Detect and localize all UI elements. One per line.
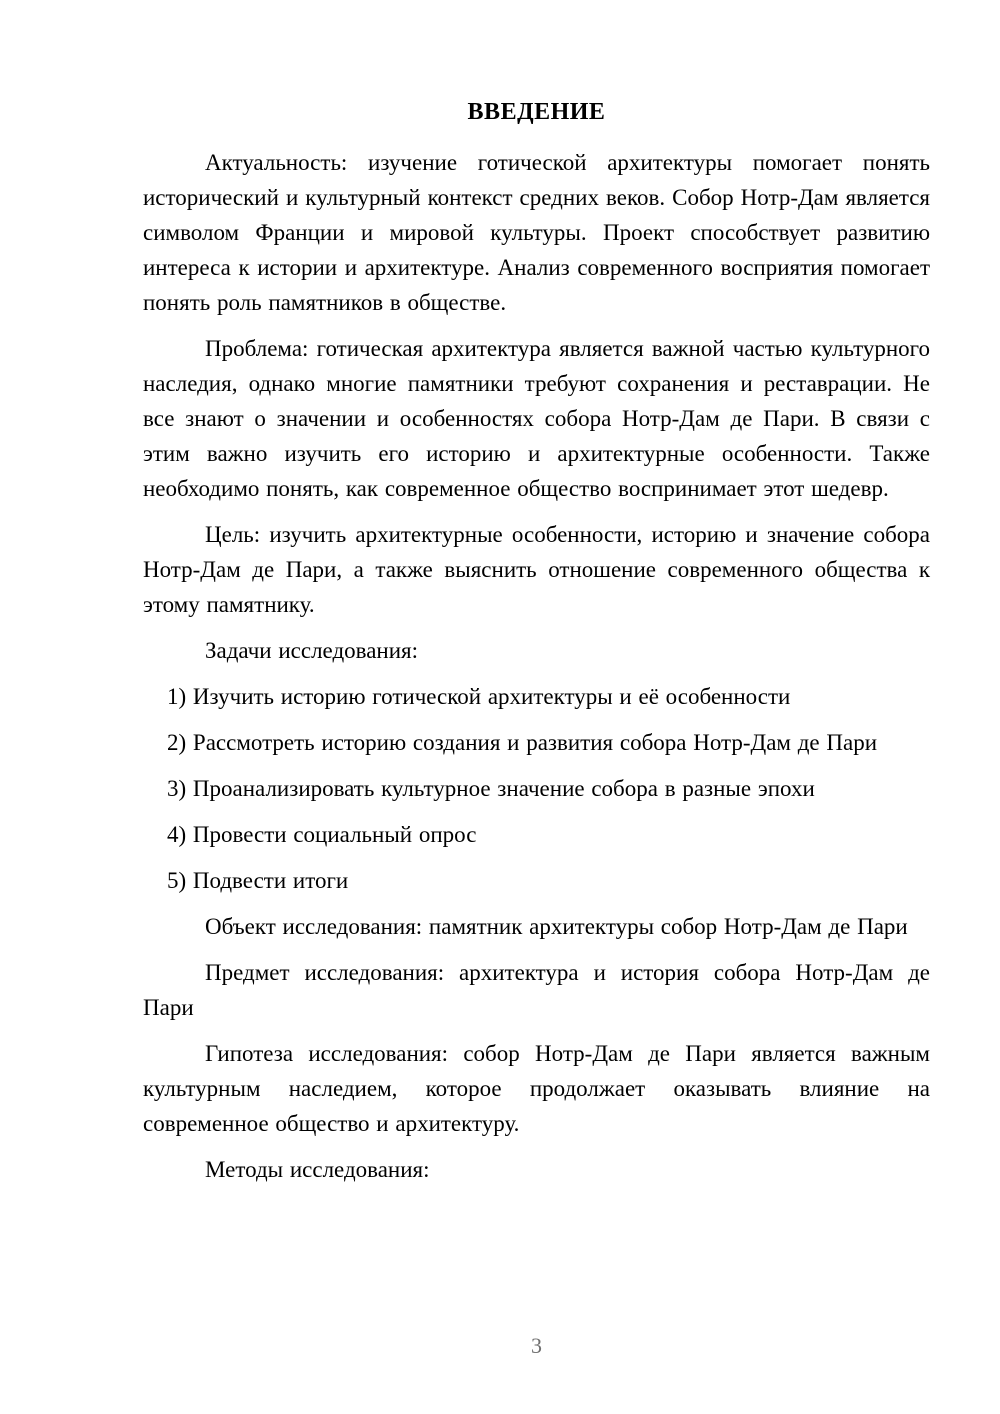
page-number: 3 xyxy=(531,1333,542,1358)
paragraph-subject: Предмет исследования: архитектура и история собора Нотр-Дам де Пари xyxy=(143,960,930,1020)
paragraph-problem: Проблема: готическая архитектура является важной частью культурного наследия, однако многие памятники требуют сохранения и реставрации. Не все знают о значении и особенностях собора Нотр-Дам де Пари. В связи с этим важно изучить его историю и архитектурные особенности. Также необходимо понять, как современное общество воспринимает этот шедевр. xyxy=(143,336,930,501)
paragraph-object: Объект исследования: памятник архитектуры собор Нотр-Дам де Пари xyxy=(205,914,908,939)
text-area xyxy=(143,95,930,1198)
task-item-4: 4) Провести социальный опрос xyxy=(167,822,477,847)
task-item-2: 2) Рассмотреть историю создания и развития собора Нотр-Дам де Пари xyxy=(167,730,878,755)
paragraph-hypothesis: Гипотеза исследования: собор Нотр-Дам де Пари является важным культурным наследием, которое продолжает оказывать влияние на современное общество и архитектуру. xyxy=(143,1041,930,1136)
page-title: ВВЕДЕНИЕ xyxy=(467,99,606,125)
task-item-3: 3) Проанализировать культурное значение собора в разные эпохи xyxy=(167,776,815,801)
task-item-1: 1) Изучить историю готической архитектуры и её особенности xyxy=(167,684,791,709)
paragraph-methods-heading: Методы исследования: xyxy=(205,1157,430,1182)
paragraph-goal: Цель: изучить архитектурные особенности, историю и значение собора Нотр-Дам де Пари, а также выяснить отношение современного общества к этому памятнику. xyxy=(143,522,930,617)
paragraph-relevance: Актуальность: изучение готической архитектуры помогает понять исторический и культурный контекст средних веков. Собор Нотр-Дам является символом Франции и мировой культуры. Проект способствует развитию интереса к истории и архитектуре. Анализ современного восприятия помогает понять роль памятников в обществе. xyxy=(143,150,930,315)
paragraph-tasks-heading: Задачи исследования: xyxy=(205,638,419,663)
task-item-5: 5) Подвести итоги xyxy=(167,868,349,893)
